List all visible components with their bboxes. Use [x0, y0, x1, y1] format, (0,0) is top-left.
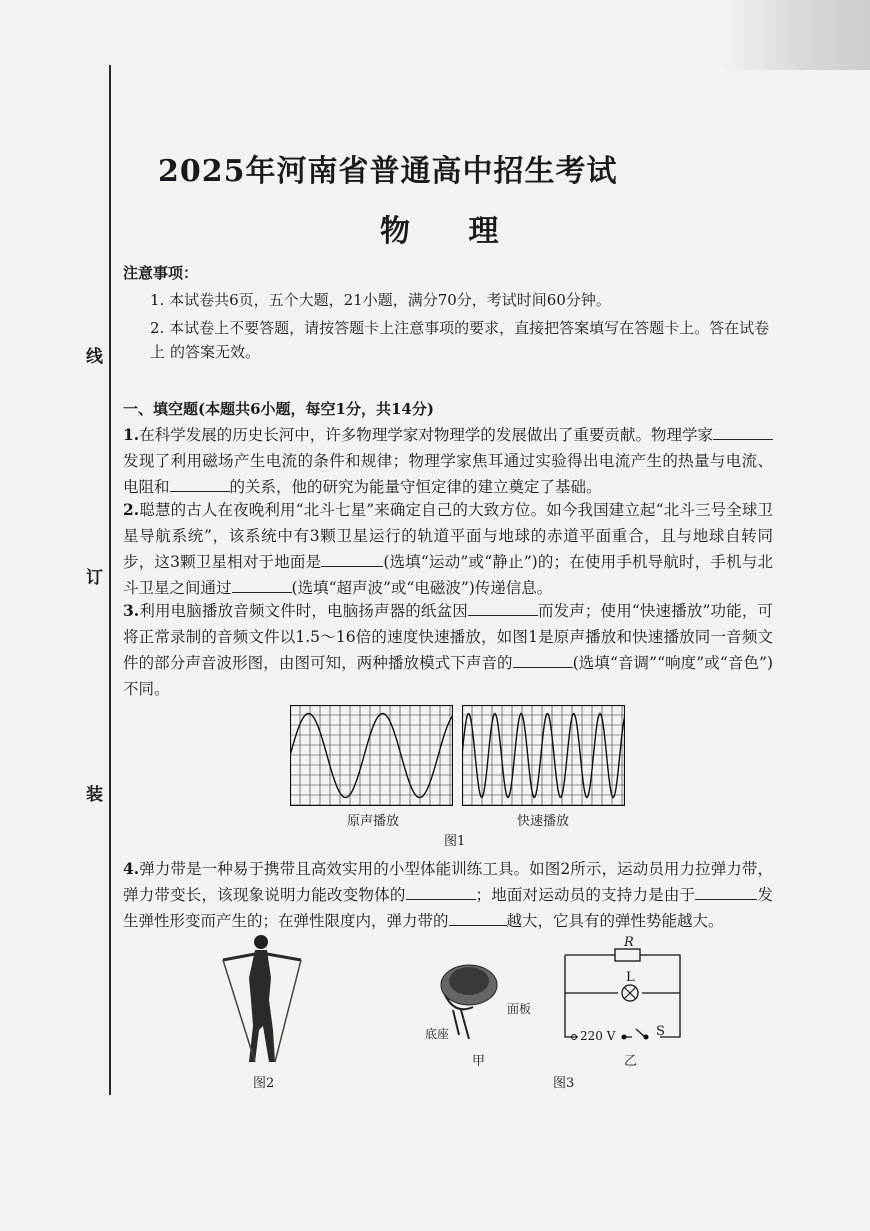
- exam-subject: 物 理: [380, 214, 523, 249]
- fig3-label: 图3: [553, 1076, 575, 1091]
- notice-heading: 注意事项：: [123, 264, 199, 282]
- answer-blank: [695, 883, 757, 900]
- question-3: [123, 598, 773, 702]
- question-number: 4.: [123, 859, 140, 878]
- binding-mark-zhuang: 装: [86, 785, 103, 805]
- fig3-panel-label: 面板: [507, 1002, 532, 1016]
- question-text: 利用电脑播放音频文件时，电脑扬声器的纸盆因: [139, 602, 468, 620]
- answer-blank: [321, 550, 383, 567]
- fig1-left-caption: 原声播放: [347, 814, 400, 829]
- answer-blank: [449, 909, 507, 926]
- answer-blank: [406, 883, 476, 900]
- waveform-original: [290, 705, 453, 806]
- circuit-voltage-label: 220 V: [580, 1029, 616, 1043]
- notice-item-2: 2. 本试卷上不要答题，请按答题卡上注意事项的要求，直接把答案填写在答题卡上。答在试卷上: [150, 319, 770, 361]
- question-text: 弹力带是一种易于携带且高效实用的小型体能训练工具。如图2所示，运动员用力拉弹力带，弹力带变长，该现象说明力能改变物体的: [123, 860, 773, 904]
- fig3-jia-label: 甲: [472, 1054, 486, 1069]
- circuit-L-label: L: [626, 970, 635, 985]
- fig3-base-label: 底座: [425, 1027, 450, 1041]
- answer-blank: [468, 599, 538, 616]
- fig1-label: 图1: [444, 834, 466, 849]
- binding-line: [109, 65, 111, 1095]
- question-number: 3.: [123, 601, 140, 620]
- answer-blank: [513, 651, 573, 668]
- answer-blank: [232, 576, 292, 593]
- question-2: [123, 497, 773, 601]
- question-1: [123, 422, 773, 500]
- question-4: [123, 856, 773, 934]
- circuit-R-label: R: [624, 935, 634, 950]
- athlete-figure: [215, 930, 315, 1070]
- question-text: 而发声；使用“快速播放”功能，可将正常录制的音频文件以1.5～16倍的速度快速播放，如图1是原声播放和快速播放同一音频文件的部分声音波形图，由图可知，两种播放模式下声音的: [123, 602, 773, 672]
- binding-mark-xian: 线: [86, 347, 103, 367]
- question-text: 越大，它具有的弹性势能越大。: [506, 912, 724, 930]
- waveform-fast: [462, 705, 625, 806]
- binding-mark-ding: 订: [86, 568, 103, 588]
- scan-shadow: [720, 0, 870, 70]
- question-text: (选填“音调”“响度”或“音色”)不同。: [123, 654, 773, 698]
- question-text: 发现了利用磁场产生电流的条件和规律；物理学家焦耳通过实验得出电流产生的热量与电流、电阻和: [123, 452, 773, 496]
- answer-blank: [170, 475, 230, 492]
- question-text: (选填“运动”或“静止”)的；在使用手机导航时，手机与北斗卫星之间通过: [123, 553, 773, 597]
- question-text: (选填“超声波”或“电磁波”)传递信息。: [291, 579, 553, 597]
- question-text: ；地面对运动员的支持力是由于: [475, 886, 696, 904]
- circuit-S-label: S: [656, 1024, 665, 1039]
- fig1-right-caption: 快速播放: [517, 814, 570, 829]
- question-text: 在科学发展的历史长河中，许多物理学家对物理学的发展做出了重要贡献。物理学家: [139, 426, 713, 444]
- question-number: 1.: [123, 425, 140, 444]
- question-text: 的关系，他的研究为能量守恒定律的建立奠定了基础。: [229, 478, 602, 496]
- fig3-yi-label: 乙: [624, 1054, 638, 1069]
- answer-blank: [713, 423, 773, 440]
- notice-item-1: 1. 本试卷共6页，五个大题，21小题，满分70分，考试时间60分钟。: [150, 291, 611, 309]
- exam-title: 2025年河南省普通高中招生考试: [158, 154, 618, 189]
- question-text: 发生弹性形变而产生的；在弹性限度内，弹力带的: [123, 886, 773, 930]
- question-number: 2.: [123, 500, 140, 519]
- section-heading: 一、填空题(本题共6小题，每空1分，共14分): [123, 400, 434, 418]
- fig2-label: 图2: [253, 1076, 275, 1091]
- notice-item-2-cont: 的答案无效。: [170, 343, 261, 361]
- question-text: 聪慧的古人在夜晚利用“北斗七星”来确定自己的大致方位。如今我国建立起“北斗三号全球卫星导航系统”，该系统中有3颗卫星运行的轨道平面与地球的赤道平面重合，且与地球自转同步，这3颗卫星相对于地面是: [123, 501, 773, 571]
